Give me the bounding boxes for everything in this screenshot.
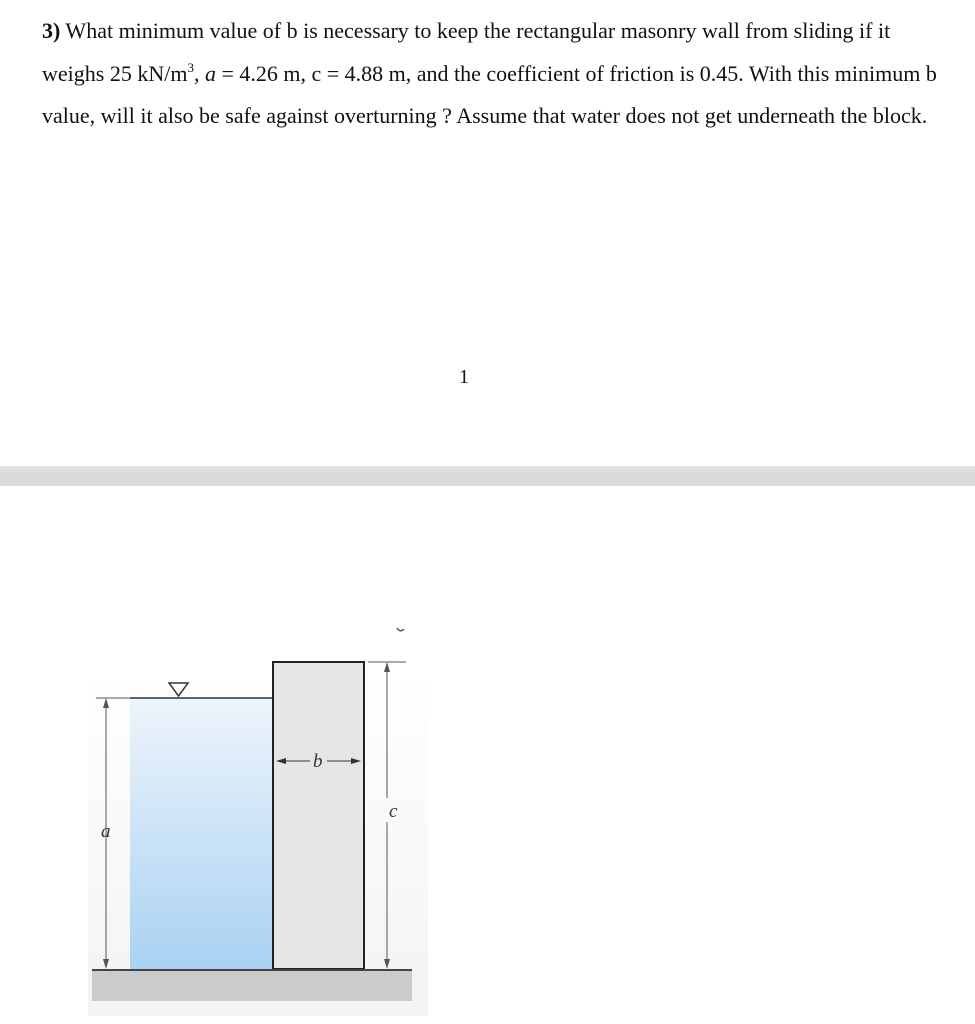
dimension-c-arrow-top bbox=[384, 662, 390, 672]
problem-variable-a: a bbox=[204, 60, 216, 86]
ground bbox=[92, 969, 412, 1001]
wall-figure bbox=[0, 486, 975, 1024]
problem-superscript: 3 bbox=[187, 59, 194, 75]
label-c: c bbox=[389, 801, 398, 822]
problem-number: 3) bbox=[42, 18, 61, 43]
problem-text-part-3: = 4.26 m, c = 4.88 m, and the coefficient of friction is 0.45. With this minimum b value, will it also be safe against overturning ? Assume that water does not get underneath the block. bbox=[42, 60, 937, 128]
problem-statement bbox=[42, 10, 942, 138]
scan-mark bbox=[397, 628, 404, 631]
page-separator bbox=[0, 466, 975, 486]
problem-text-part-1: What minimum value of b is necessary to keep the rectangular masonry wall from sliding if it weighs 25 kN/m bbox=[42, 18, 891, 86]
label-a: a bbox=[101, 821, 111, 842]
page-number: 1 bbox=[459, 366, 469, 388]
document-page-1 bbox=[0, 0, 975, 466]
masonry-wall bbox=[273, 662, 364, 969]
label-b: b bbox=[313, 751, 323, 772]
water-region bbox=[130, 698, 273, 970]
problem-text-part-2: , bbox=[193, 60, 205, 86]
